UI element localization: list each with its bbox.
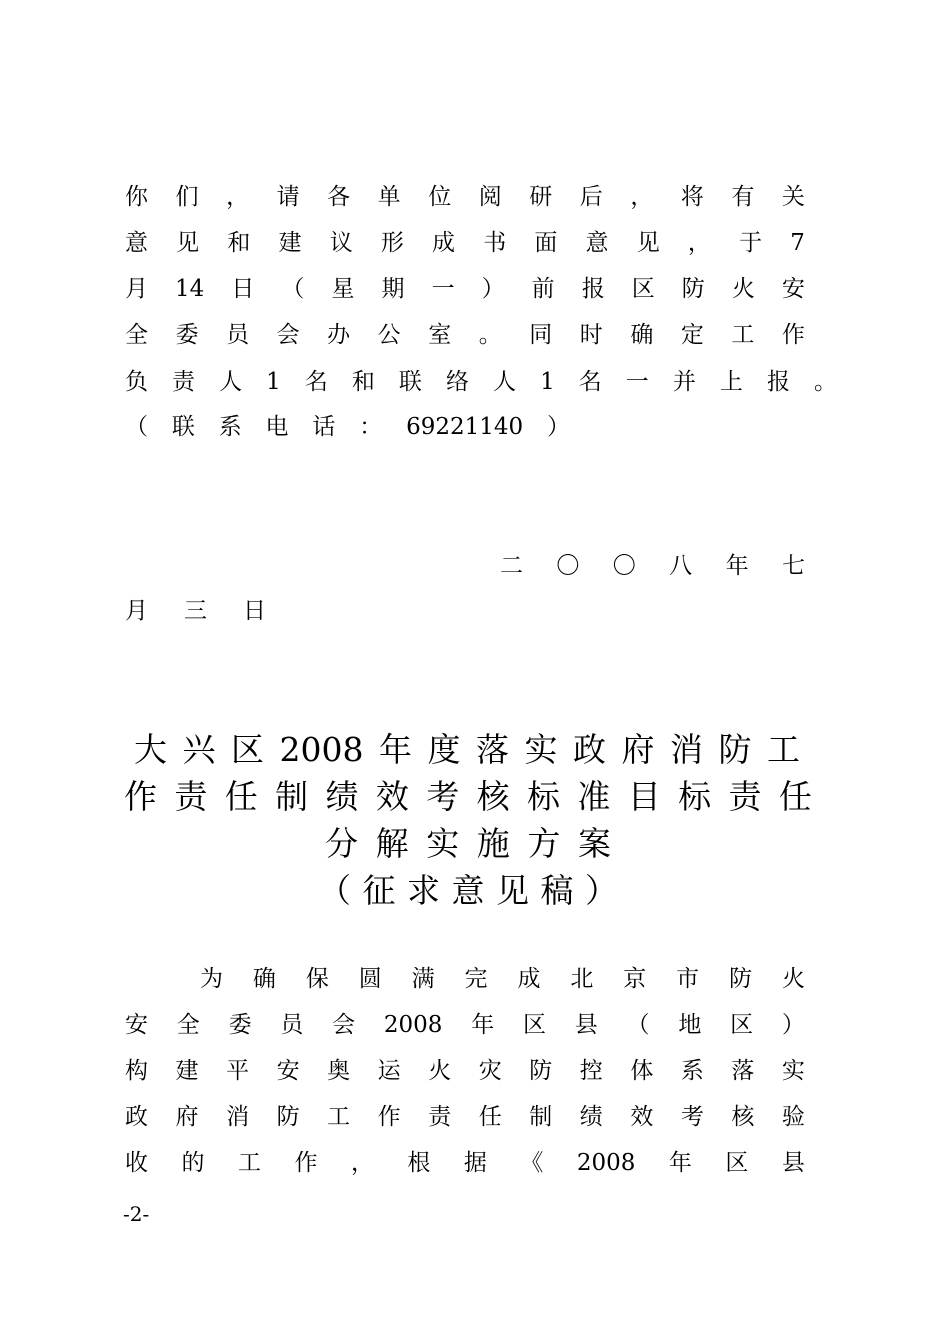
text-glyph: 准	[577, 777, 611, 816]
text-glyph: 见	[496, 871, 529, 910]
text-glyph: 联	[398, 369, 422, 395]
text-glyph: （	[318, 871, 351, 910]
text-glyph: 安	[781, 276, 805, 302]
text-glyph: 构	[125, 1058, 148, 1084]
text-glyph: 火	[781, 966, 805, 992]
text-glyph: 实	[781, 1058, 805, 1084]
text-glyph: 核	[476, 777, 510, 816]
text-glyph: ：	[359, 414, 383, 440]
text-glyph: 月	[125, 276, 148, 302]
text-glyph: 作	[124, 777, 157, 816]
text-glyph: 一	[431, 276, 455, 302]
text-glyph: 区	[730, 1012, 754, 1038]
notice-line	[125, 183, 805, 211]
text-glyph: 建	[278, 230, 302, 256]
text-glyph: 验	[781, 1104, 805, 1130]
text-glyph: 1	[540, 369, 555, 395]
text-glyph: 全	[176, 1012, 200, 1038]
text-glyph: 工	[731, 322, 755, 348]
text-glyph: 工	[327, 1104, 351, 1130]
text-glyph: 火	[731, 276, 755, 302]
text-glyph: 研	[529, 184, 553, 210]
text-glyph: 绩	[325, 777, 359, 816]
text-glyph: 防	[276, 1104, 300, 1130]
text-glyph: 将	[680, 184, 704, 210]
text-glyph: 〇	[556, 553, 580, 579]
text-glyph: ，	[350, 1150, 374, 1176]
text-glyph: 兴	[182, 730, 216, 769]
text-glyph: 考	[680, 1104, 704, 1130]
text-glyph: 名	[304, 369, 328, 395]
text-glyph: 并	[672, 369, 696, 395]
text-glyph: 奥	[327, 1058, 351, 1084]
text-glyph: 定	[680, 322, 704, 348]
text-glyph: 体	[630, 1058, 654, 1084]
text-glyph: 二	[500, 553, 523, 579]
text-glyph: ）	[585, 871, 618, 910]
text-glyph: 施	[476, 824, 510, 863]
document-title-line	[318, 870, 618, 912]
text-glyph: 员	[280, 1012, 304, 1038]
text-glyph: 制	[275, 777, 309, 816]
text-glyph: ）	[546, 414, 570, 440]
text-glyph: 京	[623, 966, 647, 992]
text-glyph: 政	[125, 1104, 148, 1130]
text-glyph: 年	[668, 1150, 692, 1176]
text-glyph: 控	[579, 1058, 603, 1084]
text-glyph: ，	[630, 184, 654, 210]
text-glyph: 作	[781, 322, 805, 348]
text-glyph: 期	[381, 276, 405, 302]
text-glyph: 日	[231, 276, 255, 302]
text-glyph: 议	[329, 230, 353, 256]
text-glyph: 落	[731, 1058, 755, 1084]
text-glyph: 征	[362, 871, 396, 910]
text-glyph: 标	[678, 777, 712, 816]
text-glyph: 书	[483, 230, 507, 256]
text-glyph: ）	[481, 276, 505, 302]
text-glyph: 确	[252, 966, 276, 992]
text-glyph: 意	[125, 230, 148, 256]
text-glyph: 区	[631, 276, 655, 302]
text-glyph: 责	[428, 1104, 452, 1130]
text-glyph: 区	[523, 1012, 547, 1038]
text-glyph: 安	[125, 1012, 148, 1038]
text-glyph: 防	[729, 966, 753, 992]
text-glyph: 委	[228, 1012, 252, 1038]
notice-line	[125, 321, 805, 349]
text-glyph: 14	[175, 276, 205, 302]
text-glyph: 们	[175, 184, 199, 210]
text-glyph: 会	[276, 322, 300, 348]
text-glyph: 市	[676, 966, 700, 992]
text-glyph: 后	[579, 184, 603, 210]
body-line	[125, 1149, 805, 1177]
text-glyph: 人	[493, 369, 517, 395]
text-glyph: 作	[377, 1104, 401, 1130]
text-glyph: 北	[570, 966, 594, 992]
contact-phone-line	[125, 413, 570, 441]
body-line	[125, 1103, 805, 1131]
text-glyph: 见	[176, 230, 200, 256]
text-glyph: 运	[377, 1058, 401, 1084]
text-glyph: 年	[725, 553, 749, 579]
text-glyph: 话	[312, 414, 336, 440]
text-glyph: 标	[527, 777, 560, 816]
text-glyph: 府	[175, 1104, 199, 1130]
text-glyph: 根	[407, 1150, 431, 1176]
text-glyph: 有	[731, 184, 755, 210]
text-glyph: 收	[125, 1150, 148, 1176]
text-glyph: 防	[529, 1058, 553, 1084]
text-glyph: 阅	[478, 184, 502, 210]
text-glyph: 实	[426, 824, 460, 863]
text-glyph: 工	[766, 730, 800, 769]
notice-line	[125, 368, 837, 396]
text-glyph: 消	[226, 1104, 250, 1130]
text-glyph: 火	[428, 1058, 452, 1084]
text-glyph: 7	[790, 230, 805, 256]
text-glyph: 和	[227, 230, 251, 256]
text-glyph: 络	[445, 369, 469, 395]
text-glyph: 年	[378, 730, 412, 769]
text-glyph: 大	[134, 730, 167, 769]
text-glyph: 月	[125, 598, 148, 624]
text-glyph: 联	[171, 414, 195, 440]
text-glyph: 县	[574, 1012, 598, 1038]
text-glyph: 负	[125, 369, 148, 395]
text-glyph: 请	[276, 184, 300, 210]
text-glyph: 办	[327, 322, 351, 348]
text-glyph: 关	[781, 184, 805, 210]
text-glyph: 七	[781, 553, 805, 579]
text-glyph: 2008	[279, 730, 364, 769]
text-glyph: 位	[428, 184, 452, 210]
page-number: -2-	[123, 1202, 150, 1226]
text-glyph: 落	[475, 730, 509, 769]
text-glyph: 任	[778, 777, 812, 816]
text-glyph: 员	[226, 322, 250, 348]
text-glyph: 地	[678, 1012, 702, 1038]
text-glyph: 年	[471, 1012, 495, 1038]
text-glyph: 分	[325, 824, 358, 863]
text-glyph: 名	[578, 369, 602, 395]
text-glyph: 2008	[576, 1150, 636, 1176]
text-glyph: 目	[627, 777, 661, 816]
text-glyph: 日	[243, 598, 266, 624]
text-glyph: 你	[125, 184, 148, 210]
text-glyph: 考	[426, 777, 460, 816]
text-glyph: 区	[231, 730, 264, 769]
text-glyph: 公	[377, 322, 401, 348]
text-glyph: 责	[174, 777, 208, 816]
text-glyph: 时	[579, 322, 603, 348]
text-glyph: 形	[380, 230, 404, 256]
text-glyph: 消	[669, 730, 703, 769]
text-glyph: 见	[636, 230, 660, 256]
text-glyph: 求	[407, 871, 440, 910]
text-glyph: 成	[517, 966, 541, 992]
text-glyph: 方	[527, 824, 561, 863]
text-glyph: 任	[478, 1104, 502, 1130]
text-glyph: 安	[276, 1058, 300, 1084]
text-glyph: 效	[630, 1104, 654, 1130]
text-glyph: 系	[680, 1058, 704, 1084]
text-glyph: 实	[524, 730, 558, 769]
text-glyph: 满	[411, 966, 435, 992]
text-glyph: 前	[531, 276, 555, 302]
text-glyph: 区	[725, 1150, 749, 1176]
text-glyph: 核	[731, 1104, 755, 1130]
text-glyph: 防	[681, 276, 705, 302]
text-glyph: 成	[432, 230, 456, 256]
text-glyph: （	[281, 276, 305, 302]
body-line	[125, 1057, 805, 1085]
text-glyph: （	[125, 414, 148, 440]
document-title-line	[124, 776, 812, 818]
text-glyph: 电	[265, 414, 289, 440]
text-glyph: 人	[219, 369, 243, 395]
text-glyph: 绩	[579, 1104, 603, 1130]
text-glyph: 完	[464, 966, 488, 992]
text-glyph: 各	[327, 184, 351, 210]
text-glyph: 和	[351, 369, 375, 395]
text-glyph: ，	[687, 230, 711, 256]
text-glyph: 平	[226, 1058, 250, 1084]
text-glyph: 。	[813, 369, 837, 395]
text-glyph: 同	[529, 322, 553, 348]
text-glyph: 责	[728, 777, 762, 816]
text-glyph: 意	[451, 871, 485, 910]
text-glyph: 报	[766, 369, 790, 395]
text-glyph: 圆	[358, 966, 382, 992]
text-glyph: 解	[375, 824, 409, 863]
text-glyph: ，	[226, 184, 250, 210]
text-glyph: 。	[478, 322, 502, 348]
text-glyph: 于	[739, 230, 763, 256]
text-glyph: 灾	[478, 1058, 502, 1084]
text-glyph: 面	[534, 230, 558, 256]
text-glyph: 责	[172, 369, 196, 395]
text-glyph: 1	[266, 369, 281, 395]
notice-line	[125, 275, 805, 303]
text-glyph: 确	[630, 322, 654, 348]
text-glyph: 上	[719, 369, 743, 395]
notice-line	[125, 229, 805, 257]
text-glyph: 2008	[383, 1012, 443, 1038]
document-title-line	[325, 823, 611, 865]
document-title-line	[134, 729, 800, 771]
text-glyph: （	[626, 1012, 650, 1038]
text-glyph: 作	[294, 1150, 318, 1176]
text-glyph: 案	[577, 824, 611, 863]
text-glyph: 任	[224, 777, 258, 816]
text-glyph: 八	[669, 553, 693, 579]
text-glyph: 的	[181, 1150, 205, 1176]
text-glyph: 工	[237, 1150, 261, 1176]
text-glyph: 制	[529, 1104, 553, 1130]
text-glyph: 委	[175, 322, 199, 348]
text-glyph: 星	[331, 276, 355, 302]
date-line	[500, 552, 805, 580]
text-glyph: 度	[427, 730, 461, 769]
text-glyph: 《	[520, 1150, 544, 1176]
text-glyph: 稿	[540, 871, 574, 910]
text-glyph: 全	[125, 322, 148, 348]
text-glyph: 防	[718, 730, 752, 769]
text-glyph: 建	[175, 1058, 199, 1084]
text-glyph: 〇	[612, 553, 636, 579]
text-glyph: 三	[184, 598, 207, 624]
text-glyph: 一	[625, 369, 649, 395]
text-glyph: 单	[377, 184, 401, 210]
text-glyph: 69221140	[406, 414, 524, 440]
body-line	[200, 965, 805, 993]
text-glyph: 县	[781, 1150, 805, 1176]
text-glyph: 保	[305, 966, 329, 992]
text-glyph: 府	[621, 730, 655, 769]
body-line	[125, 1011, 805, 1039]
text-glyph: ）	[781, 1012, 805, 1038]
text-glyph: 据	[463, 1150, 487, 1176]
text-glyph: 效	[375, 777, 409, 816]
text-glyph: 报	[581, 276, 605, 302]
text-glyph: 室	[428, 322, 452, 348]
text-glyph: 政	[572, 730, 606, 769]
text-glyph: 意	[585, 230, 609, 256]
text-glyph: 会	[332, 1012, 356, 1038]
text-glyph: 系	[218, 414, 242, 440]
text-glyph: 为	[200, 966, 223, 992]
date-line	[125, 597, 266, 625]
